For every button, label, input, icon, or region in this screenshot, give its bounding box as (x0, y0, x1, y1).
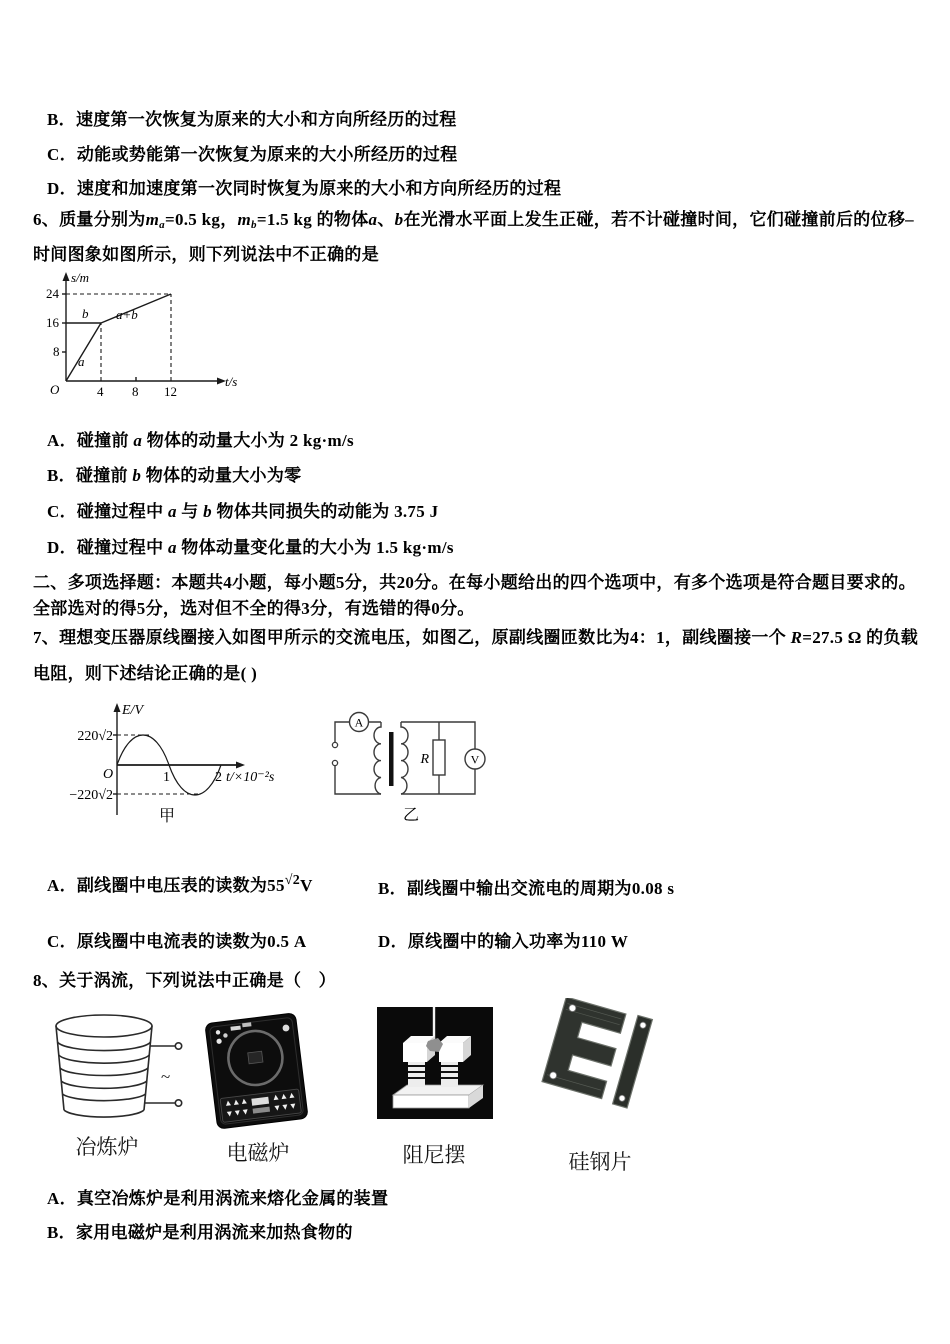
q6-option-d: D．碰撞过程中 a 物体动量变化量的大小为 1.5 kg·m/s (47, 538, 454, 557)
jia-caption: 甲 (159, 808, 176, 825)
q8-image-damping-pendulum (377, 1007, 493, 1125)
input-terminal-bottom (332, 760, 337, 765)
q6-graph-xtick-12: 12 (164, 384, 177, 399)
prev-option-b: B．速度第一次恢复为原来的大小和方向所经历的过程 (47, 110, 457, 129)
input-terminal-top (332, 742, 337, 747)
q6-graph-ytick-24: 24 (46, 286, 59, 301)
q8-option-b: B．家用电磁炉是利用涡流来加热食物的 (47, 1223, 353, 1242)
prev-option-c: C．动能或势能第一次恢复为原来的大小所经历的过程 (47, 145, 458, 164)
jia-xtick-1: 1 (163, 770, 170, 785)
q6-graph-label-ab: a+b (116, 307, 138, 322)
transformer-core (389, 732, 394, 786)
voltmeter-label: V (470, 752, 480, 767)
q6-option-c: C．碰撞过程中 a 与 b 物体共同损失的动能为 3.75 J (47, 502, 439, 521)
caption-smelting-furnace: 冶炼炉 (75, 1136, 139, 1159)
ac-source-symbol: ~ (161, 1067, 171, 1086)
jia-origin: O (103, 767, 114, 782)
jia-xunit: t/×10⁻²s (226, 770, 275, 785)
q7-stem-line2: 电阻，则下述结论正确的是( ) (33, 664, 258, 683)
q6-graph-xtick-4: 4 (97, 384, 104, 399)
section2-instructions-line2: 全部选对的得5分，选对但不全的得3分，有选错的得0分。 (33, 599, 475, 618)
q7-figure-yi-circuit (315, 702, 525, 824)
q6-graph-origin: O (50, 382, 60, 397)
q7-stem-line1: 7、理想变压器原线圈接入如图甲所示的交流电压，如图乙，原副线圈匝数比为4：1，副线圈接一个 R=27.5 Ω 的负载 (33, 628, 919, 647)
jia-trough-label: −220√2 (69, 788, 113, 803)
q6-stem-line1: 6、质量分别为ma=0.5 kg，mb=1.5 kg 的物体a、b在光滑水平面上发生正碰，若不计碰撞时间，它们碰撞前后的位移– (33, 210, 914, 231)
q8-image-induction-cooker (196, 1008, 316, 1134)
q7-figure-jia-sine-graph (43, 697, 335, 825)
q6-graph-label-a: a (78, 354, 85, 369)
q7-option-b: B．副线圈中输出交流电的周期为0.08 s (378, 879, 675, 898)
jia-ylabel: E/V (122, 703, 143, 718)
q7-option-c: C．原线圈中电流表的读数为0.5 A (47, 932, 307, 951)
caption-induction-cooker: 电磁炉 (226, 1142, 290, 1165)
jia-peak-label: 220√2 (77, 729, 113, 744)
jia-xtick-2: 2 (215, 770, 222, 785)
q6-option-a: A．碰撞前 a 物体的动量大小为 2 kg·m/s (47, 431, 354, 450)
q6-graph-ylabel: s/m (71, 270, 90, 285)
q8-image-silicon-steel-sheet (533, 998, 683, 1140)
section2-instructions-line1: 二、多项选择题：本题共4小题，每小题5分，共20分。在每小题给出的四个选项中，有多个选项是符合题目要求的。 (33, 573, 916, 592)
ammeter-label: A (354, 715, 364, 730)
q6-option-b: B．碰撞前 b 物体的动量大小为零 (47, 466, 302, 485)
yi-caption: 乙 (403, 807, 420, 824)
q6-graph-xlabel: t/s (225, 374, 238, 389)
prev-option-d: D．速度和加速度第一次同时恢复为原来的大小和方向所经历的过程 (47, 179, 562, 198)
caption-silicon-steel-sheet: 硅钢片 (568, 1151, 632, 1174)
q6-graph-ytick-16: 16 (46, 315, 59, 330)
q8-stem: 8、关于涡流，下列说法中正确是（ ） (33, 971, 336, 990)
q6-displacement-time-graph (36, 266, 246, 406)
q7-option-a: A．副线圈中电压表的读数为$55^{√2}V$ (47, 873, 313, 895)
resistor-label: R (420, 752, 429, 767)
q6-graph-xtick-8: 8 (132, 384, 139, 399)
q6-stem-line2: 时间图象如图所示，则下列说法中不正确的是 (33, 245, 379, 264)
caption-damping-pendulum: 阻尼摆 (402, 1144, 466, 1167)
q7-option-d: D．原线圈中的输入功率为110 W (378, 932, 629, 951)
q6-graph-label-b: b (82, 306, 89, 321)
q8-image-smelting-furnace (46, 1010, 191, 1130)
q8-option-a: A．真空冶炼炉是利用涡流来熔化金属的装置 (47, 1189, 389, 1208)
q6-graph-ytick-8: 8 (53, 344, 60, 359)
